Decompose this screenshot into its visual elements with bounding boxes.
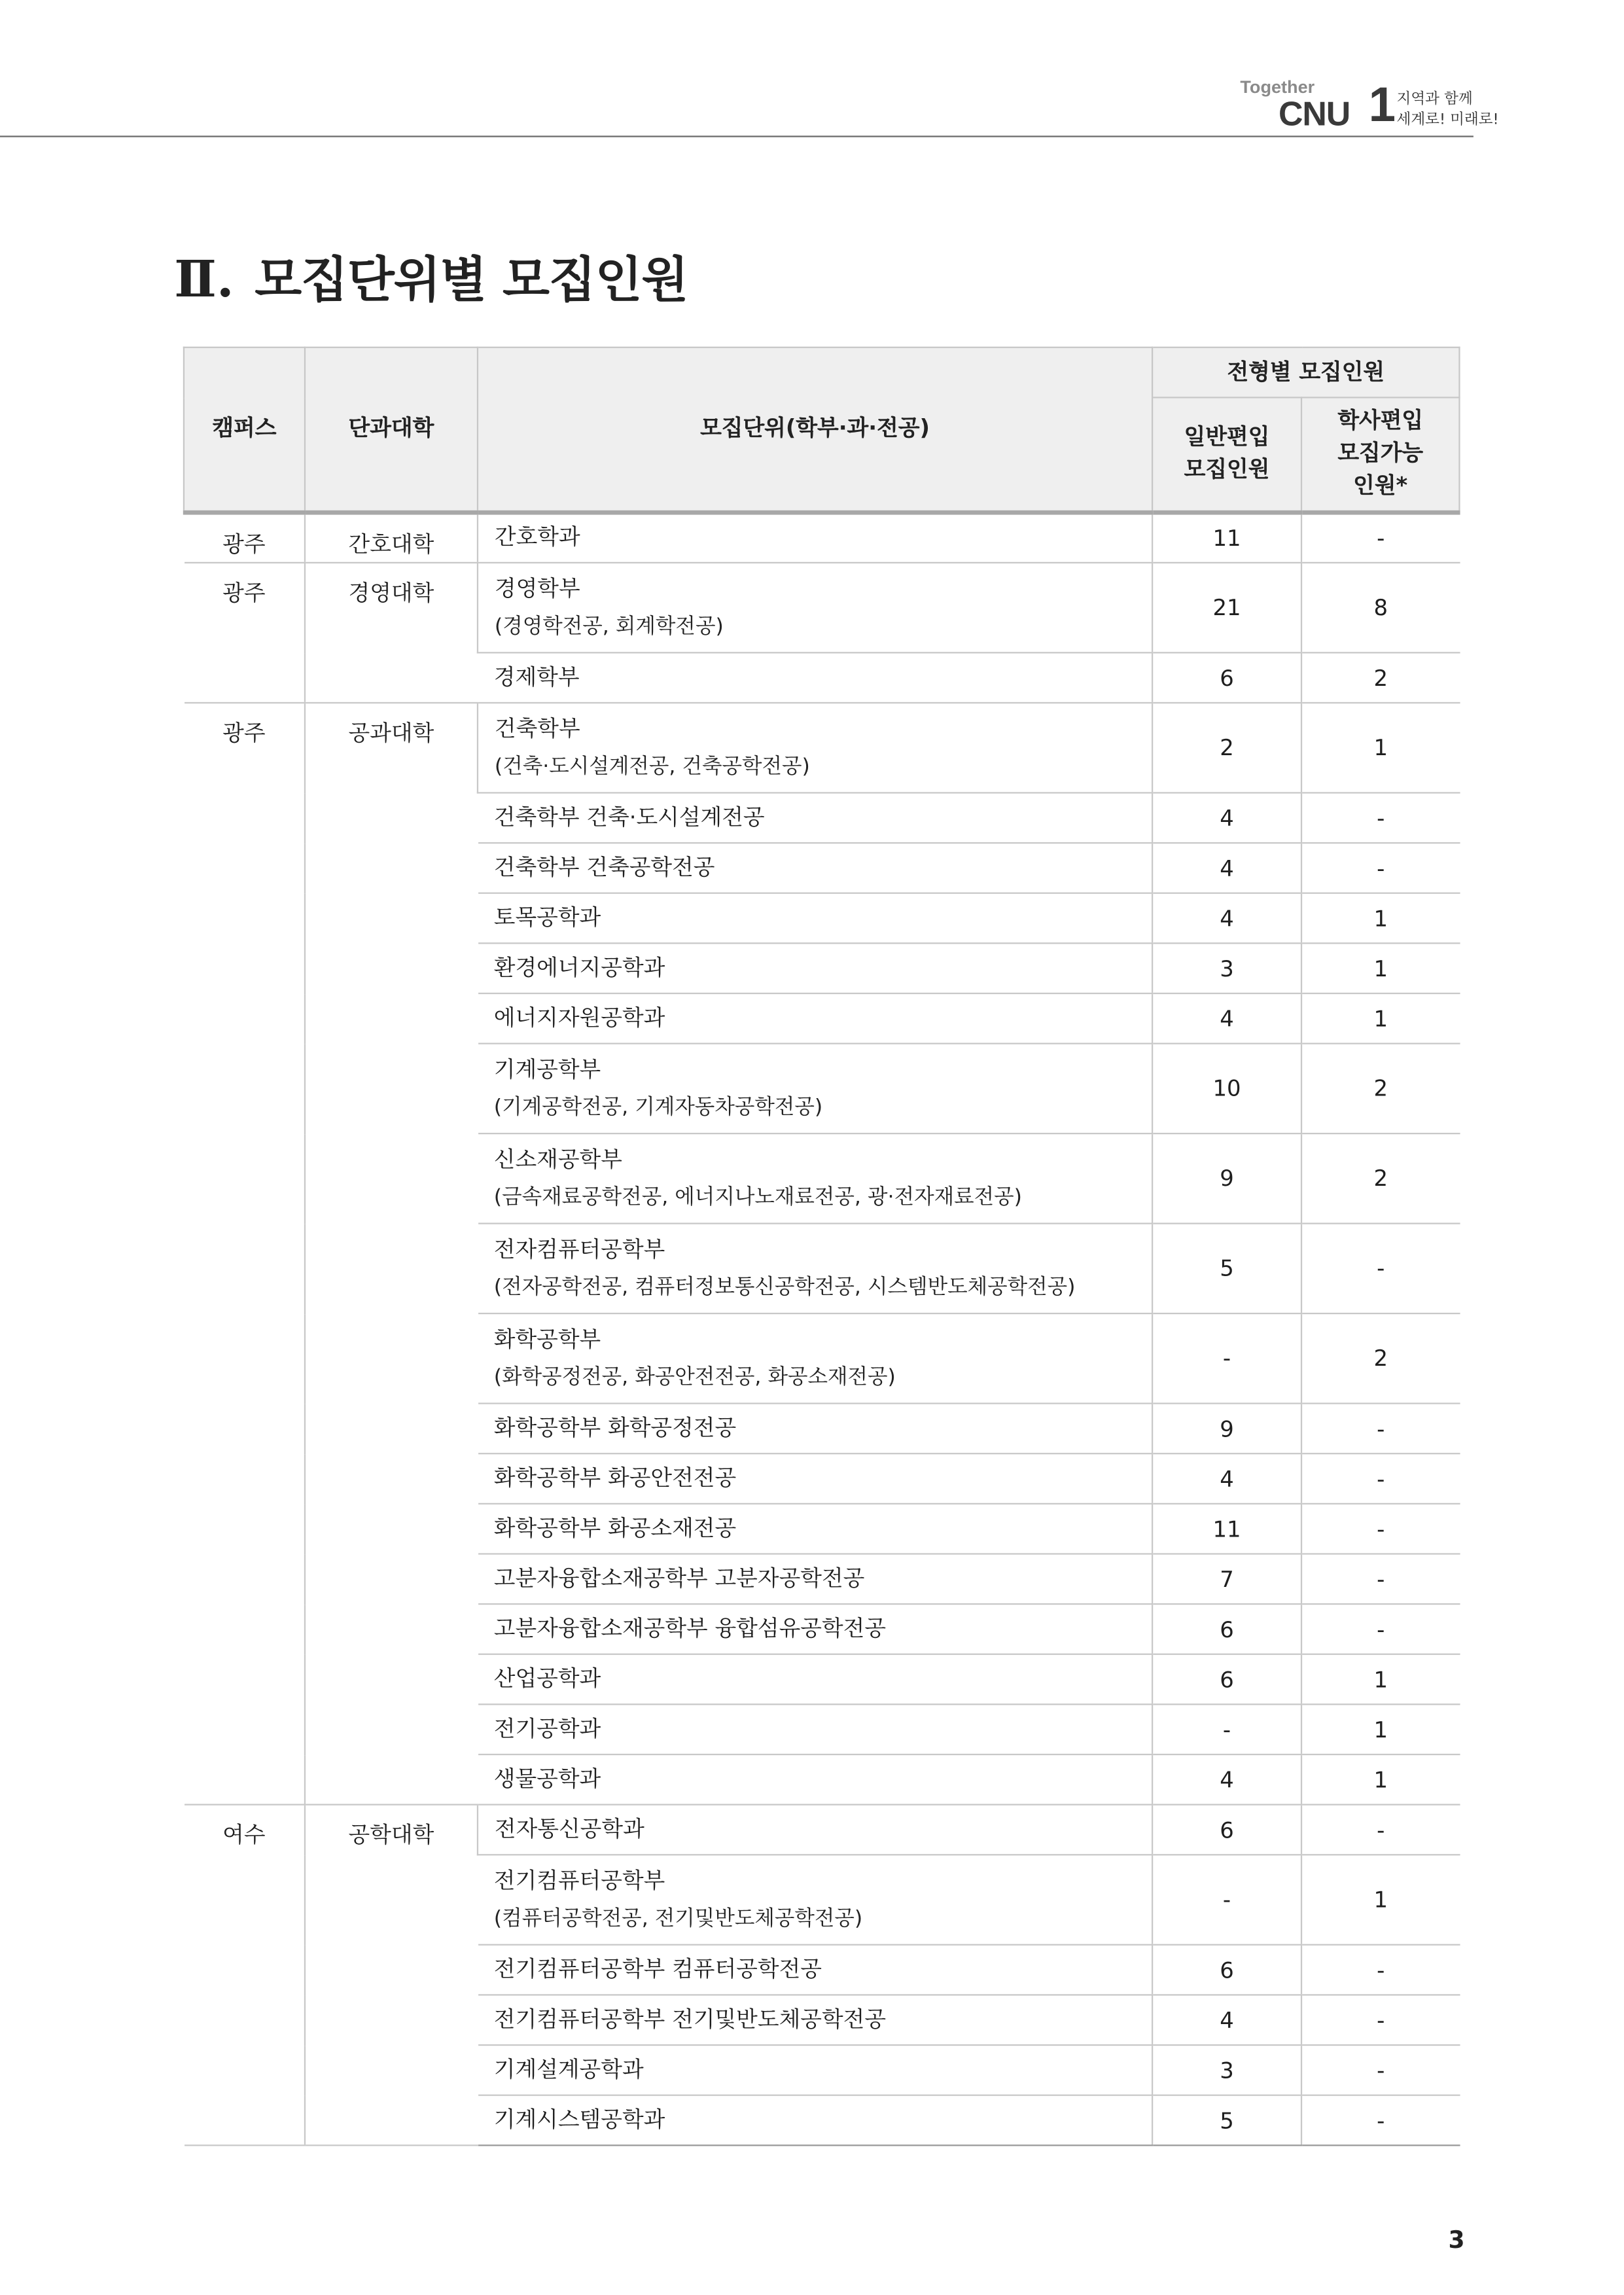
unit-cell [478, 1995, 1152, 2045]
general-transfer-count: - [1152, 1855, 1301, 1944]
unit-cell [478, 1604, 1152, 1654]
unit-name: 건축학부 건축·도시설계전공 [493, 803, 765, 830]
bachelor-transfer-count: - [1301, 1805, 1459, 1855]
table-header-row [184, 347, 1460, 398]
cnu-logo [1237, 74, 1499, 133]
unit-name: 전자컴퓨터공학부 [493, 1235, 665, 1262]
bachelor-transfer-count: 1 [1301, 943, 1459, 993]
general-transfer-count: 9 [1152, 1404, 1301, 1454]
bachelor-transfer-count: - [1301, 1224, 1459, 1313]
college-cell: 공학대학 [305, 1805, 478, 2146]
unit-cell [478, 512, 1152, 563]
table-body [184, 512, 1460, 2145]
unit-subtitle: (전자공학전공, 컴퓨터정보통신공학전공, 시스템반도체공학전공) [493, 1275, 1076, 1300]
bachelor-transfer-count: - [1301, 1554, 1459, 1604]
bachelor-transfer-count: 2 [1301, 1133, 1459, 1223]
bachelor-transfer-count: - [1301, 2095, 1459, 2146]
bachelor-transfer-count: - [1301, 1604, 1459, 1654]
general-transfer-count: 6 [1152, 1604, 1301, 1654]
unit-cell [478, 2095, 1152, 2146]
logo-together-text: Together [1240, 77, 1315, 98]
unit-cell [478, 893, 1152, 944]
unit-name: 전기공학과 [493, 1715, 601, 1742]
general-transfer-count: 6 [1152, 1654, 1301, 1705]
general-transfer-count: 4 [1152, 893, 1301, 944]
unit-name: 전기컴퓨터공학부 전기및반도체공학전공 [493, 2005, 887, 2033]
header-general-transfer-text: 일반편입 모집인원 [1184, 423, 1270, 483]
unit-subtitle: (건축·도시설계전공, 건축공학전공) [494, 755, 810, 779]
unit-cell [478, 1855, 1152, 1944]
college-cell: 간호대학 [305, 512, 478, 563]
unit-cell [478, 703, 1152, 792]
general-transfer-count: 11 [1152, 512, 1301, 563]
header-quota-group: 전형별 모집인원 [1152, 347, 1459, 398]
general-transfer-count: - [1152, 1313, 1301, 1403]
general-transfer-count: 11 [1152, 1504, 1301, 1554]
college-cell: 경영대학 [305, 563, 478, 703]
bachelor-transfer-count: - [1301, 1995, 1459, 2045]
general-transfer-count: 3 [1152, 943, 1301, 993]
section-number: Ⅱ. [174, 251, 234, 310]
campus-cell: 광주 [184, 563, 305, 703]
general-transfer-count: 4 [1152, 843, 1301, 893]
unit-name: 기계공학부 [493, 1056, 601, 1082]
table-row [184, 563, 1460, 652]
header-rule [0, 135, 1474, 137]
unit-cell [478, 652, 1152, 703]
general-transfer-count: 6 [1152, 652, 1301, 703]
general-transfer-count: 10 [1152, 1044, 1301, 1133]
unit-name: 신소재공학부 [493, 1145, 622, 1173]
header-campus: 캠퍼스 [184, 347, 305, 512]
unit-cell [478, 1945, 1152, 1995]
page-number: 3 [1448, 2226, 1465, 2254]
bachelor-transfer-count: - [1301, 2045, 1459, 2095]
bachelor-transfer-count: 8 [1301, 563, 1459, 652]
general-transfer-count: 4 [1152, 993, 1301, 1044]
header-general-transfer [1152, 397, 1301, 512]
header-bachelor-transfer [1301, 397, 1459, 512]
unit-name: 전기컴퓨터공학부 컴퓨터공학전공 [493, 1955, 822, 1982]
general-transfer-count: 4 [1152, 1453, 1301, 1504]
unit-cell [478, 943, 1152, 993]
unit-name: 환경에너지공학과 [493, 953, 665, 981]
unit-name: 건축학부 [494, 715, 580, 741]
general-transfer-count: 4 [1152, 792, 1301, 843]
unit-subtitle: (화학공정전공, 화공안전전공, 화공소재전공) [493, 1366, 896, 1390]
recruitment-quota-table [183, 347, 1460, 2146]
campus-cell: 광주 [184, 703, 305, 1805]
unit-name: 산업공학과 [493, 1665, 601, 1692]
general-transfer-count: 5 [1152, 1224, 1301, 1313]
unit-name: 생물공학과 [493, 1765, 601, 1792]
general-transfer-count: 6 [1152, 1945, 1301, 1995]
unit-cell [478, 563, 1152, 652]
unit-name: 경영학부 [494, 575, 580, 601]
section-title-text: 모집단위별 모집인원 [255, 251, 688, 309]
table-row [184, 512, 1460, 563]
unit-cell [478, 1224, 1152, 1313]
unit-name: 토목공학과 [493, 904, 601, 931]
unit-name: 고분자융합소재공학부 융합섬유공학전공 [493, 1614, 887, 1642]
table-row [184, 703, 1460, 792]
campus-cell: 여수 [184, 1805, 305, 2146]
unit-subtitle: (금속재료공학전공, 에너지나노재료전공, 광·전자재료전공) [493, 1186, 1022, 1210]
unit-subtitle: (컴퓨터공학전공, 전기및반도체공학전공) [493, 1907, 863, 1931]
general-transfer-count: 5 [1152, 2095, 1301, 2146]
unit-cell [478, 1404, 1152, 1454]
unit-cell [478, 993, 1152, 1044]
section-title [174, 242, 688, 316]
unit-cell [478, 792, 1152, 843]
header-bachelor-transfer-text: 학사편입 모집가능 인원* [1337, 407, 1424, 499]
bachelor-transfer-count: 2 [1301, 1044, 1459, 1133]
unit-name: 경제학부 [493, 663, 580, 690]
bachelor-transfer-count: - [1301, 1945, 1459, 1995]
unit-cell [478, 1754, 1152, 1805]
header-college: 단과대학 [305, 347, 478, 512]
header-unit: 모집단위(학부·과·전공) [478, 347, 1152, 512]
bachelor-transfer-count: - [1301, 1453, 1459, 1504]
unit-cell [478, 1554, 1152, 1604]
unit-name: 화학공학부 화공안전전공 [493, 1464, 737, 1491]
unit-name: 기계설계공학과 [493, 2055, 644, 2082]
bachelor-transfer-count: 1 [1301, 1754, 1459, 1805]
unit-name: 전기컴퓨터공학부 [493, 1866, 665, 1894]
unit-subtitle: (기계공학전공, 기계자동차공학전공) [493, 1095, 823, 1120]
bachelor-transfer-count: 2 [1301, 652, 1459, 703]
bachelor-transfer-count: - [1301, 1404, 1459, 1454]
general-transfer-count: 21 [1152, 563, 1301, 652]
general-transfer-count: 3 [1152, 2045, 1301, 2095]
bachelor-transfer-count: 1 [1301, 703, 1459, 792]
unit-name: 화학공학부 화학공정전공 [493, 1414, 737, 1441]
campus-cell: 광주 [184, 512, 305, 563]
table-row [184, 1805, 1460, 1855]
bachelor-transfer-count: - [1301, 1504, 1459, 1554]
unit-cell [478, 843, 1152, 893]
unit-name: 기계시스템공학과 [493, 2106, 665, 2133]
logo-one-numeral: 1 [1368, 77, 1396, 132]
college-cell: 공과대학 [305, 703, 478, 1805]
general-transfer-count: 4 [1152, 1754, 1301, 1805]
unit-cell [478, 1133, 1152, 1223]
general-transfer-count: 9 [1152, 1133, 1301, 1223]
general-transfer-count: 7 [1152, 1554, 1301, 1604]
bachelor-transfer-count: - [1301, 512, 1459, 563]
unit-cell [478, 1805, 1152, 1855]
logo-tagline-2: 세계로! 미래로! [1396, 112, 1499, 129]
bachelor-transfer-count: - [1301, 843, 1459, 893]
logo-tagline-1: 지역과 함께 [1396, 91, 1473, 108]
unit-name: 화학공학부 화공소재전공 [493, 1514, 737, 1541]
bachelor-transfer-count: 2 [1301, 1313, 1459, 1403]
bachelor-transfer-count: 1 [1301, 893, 1459, 944]
logo-cnu-text: CNU [1279, 94, 1350, 133]
unit-name: 화학공학부 [493, 1325, 601, 1353]
bachelor-transfer-count: 1 [1301, 1704, 1459, 1754]
unit-cell [478, 1654, 1152, 1705]
general-transfer-count: - [1152, 1704, 1301, 1754]
unit-cell [478, 1704, 1152, 1754]
general-transfer-count: 2 [1152, 703, 1301, 792]
bachelor-transfer-count: 1 [1301, 1654, 1459, 1705]
general-transfer-count: 4 [1152, 1995, 1301, 2045]
general-transfer-count: 6 [1152, 1805, 1301, 1855]
unit-name: 고분자융합소재공학부 고분자공학전공 [493, 1564, 865, 1592]
unit-cell [478, 1453, 1152, 1504]
unit-cell [478, 1313, 1152, 1403]
bachelor-transfer-count: 1 [1301, 1855, 1459, 1944]
bachelor-transfer-count: 1 [1301, 993, 1459, 1044]
unit-cell [478, 1504, 1152, 1554]
unit-subtitle: (경영학전공, 회계학전공) [494, 615, 724, 639]
unit-name: 간호학과 [494, 524, 580, 551]
unit-name: 에너지자원공학과 [493, 1004, 665, 1031]
unit-name: 전자통신공학과 [494, 1815, 644, 1842]
unit-cell [478, 1044, 1152, 1133]
bachelor-transfer-count: - [1301, 792, 1459, 843]
unit-name: 건축학부 건축공학전공 [493, 853, 715, 881]
unit-cell [478, 2045, 1152, 2095]
